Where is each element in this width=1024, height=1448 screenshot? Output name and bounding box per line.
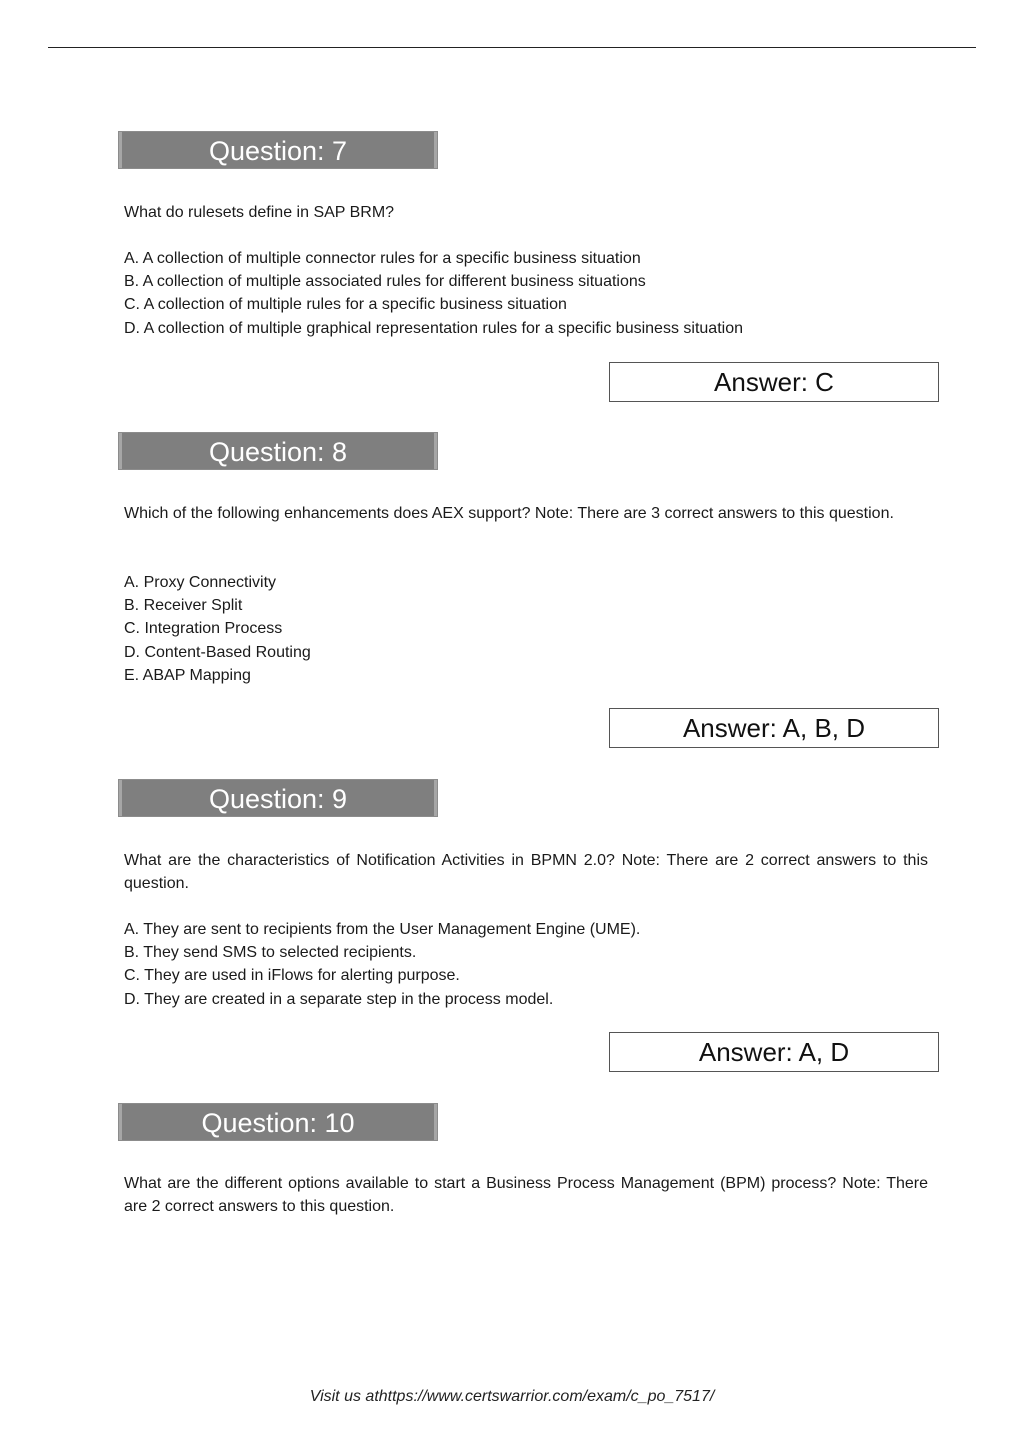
answer-box: [609, 708, 939, 748]
question-text: What do rulesets define in SAP BRM?: [124, 204, 395, 221]
option-c: C. They are used in iFlows for alerting purpose.: [124, 967, 460, 985]
question-banner: [118, 779, 438, 817]
question-label: Question: 9: [208, 784, 348, 814]
option-a: A. Proxy Connectivity: [124, 574, 277, 591]
question-text: Which of the following enhancements does AEX support? Note: There are 3 correct answers to this question.: [124, 505, 894, 522]
question-label: Question: 7: [208, 136, 348, 166]
option-list: [124, 571, 928, 687]
question-label: Question: 8: [208, 437, 348, 467]
option-c: C. A collection of multiple rules for a specific business situation: [124, 296, 567, 314]
option-list: [124, 918, 928, 1011]
option-b: B. They send SMS to selected recipients.: [124, 944, 417, 962]
option-a: A. They are sent to recipients from the User Management Engine (UME).: [124, 921, 641, 938]
question-text: What are the different options available to start a Business Process Management (BPM) process? Note: There are 2 correct answers to this question.: [124, 1175, 928, 1215]
question-label: Question: 10: [201, 1108, 355, 1138]
option-list: [124, 247, 928, 340]
option-b: B. Receiver Split: [124, 597, 243, 615]
header-rule: [48, 47, 976, 48]
option-d: D. Content-Based Routing: [124, 643, 311, 661]
question-banner: [118, 1103, 438, 1141]
question-text: What are the characteristics of Notification Activities in BPMN 2.0? Note: There are 2 correct answers to this question.: [124, 852, 928, 892]
question-banner: [118, 432, 438, 470]
option-d: D. A collection of multiple graphical representation rules for a specific business situation: [124, 319, 743, 337]
answer-text: Answer: A, D: [698, 1037, 850, 1067]
answer-box: [609, 1032, 939, 1072]
answer-box: [609, 362, 939, 402]
answer-text: Answer: A, B, D: [682, 713, 866, 743]
option-b: B. A collection of multiple associated rules for different business situations: [124, 273, 646, 291]
option-c: C. Integration Process: [124, 620, 283, 638]
question-banner: [118, 131, 438, 169]
option-a: A. A collection of multiple connector rules for a specific business situation: [124, 250, 641, 267]
answer-text: Answer: C: [714, 367, 834, 397]
footer-link-text: Visit us athttps://www.certswarrior.com/exam/c_po_7517/: [309, 1388, 715, 1405]
option-d: D. They are created in a separate step in the process model.: [124, 990, 554, 1008]
option-e: E. ABAP Mapping: [124, 666, 251, 684]
